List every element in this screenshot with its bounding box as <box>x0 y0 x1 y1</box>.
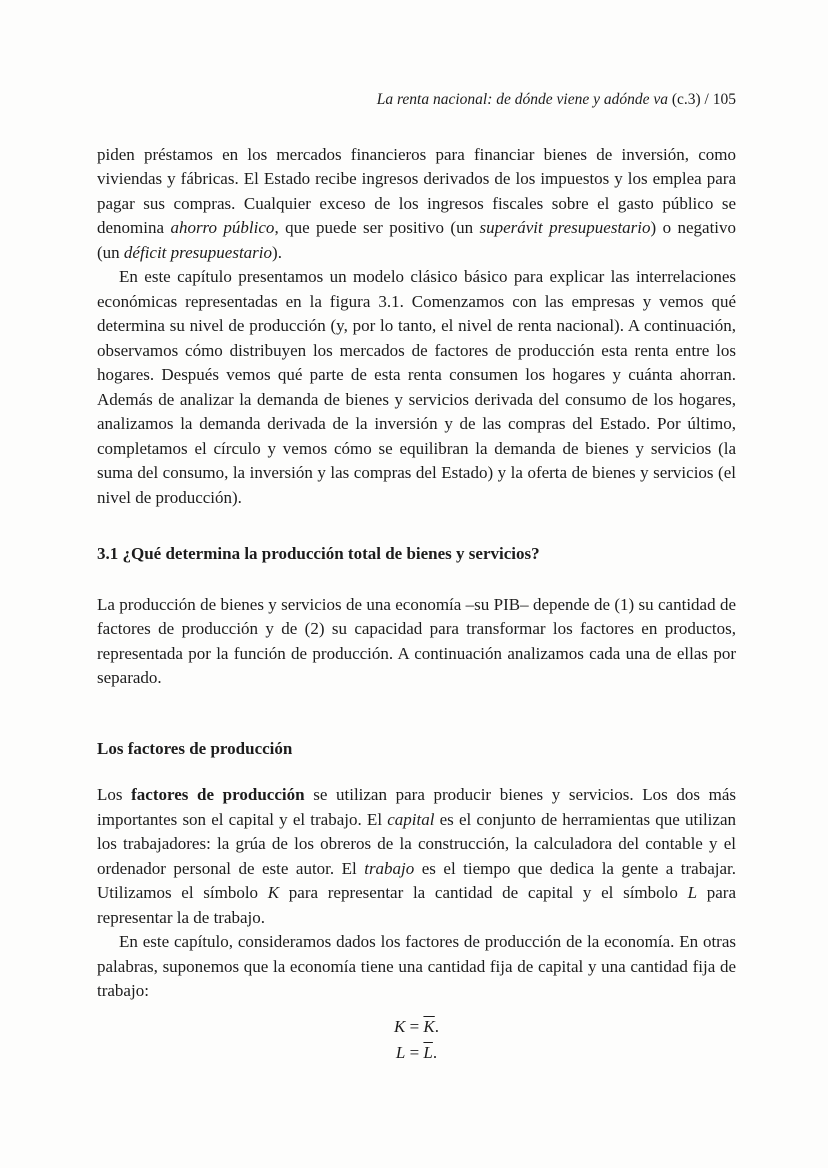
text-segment: es el conjunto de herramientas que utilizan los trabajadores: la grúa de los obreros de la construcción, la calculadora del contable y el ordenador personal de este autor. El <box>97 809 736 878</box>
text-segment: piden préstamos en los mercados financieros para financiar bienes de inversión, como viviendas y fábricas. El Estado recibe ingresos derivados de los impuestos y los emplea para pagar sus compras. Cualquier exceso de los ingresos fiscales sobre el gasto público se denomina <box>97 144 736 237</box>
text-segment: se utilizan para producir bienes y servicios. Los dos más importantes son el capital y el trabajo. El <box>97 785 737 829</box>
text-segment: ) o negativo (un <box>97 218 737 262</box>
text-segment: trabajo <box>364 858 415 878</box>
text-segment: capital <box>387 809 435 829</box>
text-segment: ahorro público <box>170 218 275 237</box>
text-segment: déficit presupuestario <box>123 242 273 262</box>
running-header <box>97 88 736 113</box>
section-heading-3-1: 3.1 ¿Qué determina la producción total de bienes y servicios? <box>97 544 540 563</box>
text-segment: $\overline{L}$ <box>423 1042 433 1062</box>
text-segment: L <box>395 1042 406 1062</box>
paragraph-ahorro-publico <box>97 143 736 266</box>
text-segment: K <box>393 1016 406 1036</box>
text-segment: para representar la de trabajo. <box>97 883 736 927</box>
text-segment: (c.3) / 105 <box>667 91 736 108</box>
paragraph-factores-definicion <box>97 783 736 930</box>
paragraph-modelo-clasico <box>97 265 736 510</box>
text-segment: Los <box>97 785 132 804</box>
paragraph-produccion-pib <box>97 593 736 691</box>
text-segment: para representar la cantidad de capital y el símbolo <box>279 883 688 902</box>
equation-trabajo-fijo <box>97 1040 736 1066</box>
text-segment: . <box>432 1042 438 1062</box>
text-segment: = <box>405 1042 424 1062</box>
text-segment: L <box>687 883 698 902</box>
text-segment: , que puede ser positivo (un <box>274 218 480 237</box>
text-segment: En este capítulo, consideramos dados los factores de producción de la economía. En otras palabras, suponemos que la economía tiene una cantidad fija de capital y una cantidad fija de trabajo: <box>97 932 736 1000</box>
text-segment: La renta nacional: de dónde viene y adónde va <box>376 91 668 108</box>
text-segment: factores de producción <box>131 785 305 804</box>
text-segment: superávit presupuestario <box>479 218 651 237</box>
text-segment: La producción de bienes y servicios de una economía –su PIB– depende de (1) su cantidad de factores de producción y de (2) su capacidad para transformar los factores en productos, representada por la función de producción. A continuación analizamos cada una de ellas por separado. <box>97 594 736 687</box>
text-segment: es el tiempo que dedica la gente a trabajar. Utilizamos el símbolo <box>97 858 736 902</box>
text-segment: K <box>267 883 280 902</box>
text-segment: $\overline{K}$ <box>423 1016 435 1036</box>
subsection-heading-factores: Los factores de producción <box>97 738 293 758</box>
equation-block <box>97 1014 736 1066</box>
text-segment: ). <box>272 242 282 262</box>
text-segment: = <box>405 1016 424 1036</box>
paragraph-factores-dados <box>97 930 736 1004</box>
equation-capital-fijo <box>97 1014 736 1040</box>
text-segment: En este capítulo presentamos un modelo clásico básico para explicar las interrelaciones económicas representadas en la figura 3.1. Comenzamos con las empresas y vemos qué determina su nivel de producción (y, por lo tanto, el nivel de renta nacional). A continuación, observamos cómo distribuyen los mercados de factores de producción esta renta entre los hogares. Después vemos qué parte de esta renta consumen los hogares y cuánta ahorran. Además de analizar la demanda de bienes y servicios derivada del consumo de los hogares, analizamos la demanda derivada de la inversión y de las compras del Estado. Por último, completamos el círculo y vemos cómo se equilibran la demanda de bienes y servicios (la suma del consumo, la inversión y las compras del Estado) y la oferta de bienes y servicios (el nivel de producción). <box>97 267 736 507</box>
text-segment: . <box>434 1016 440 1036</box>
